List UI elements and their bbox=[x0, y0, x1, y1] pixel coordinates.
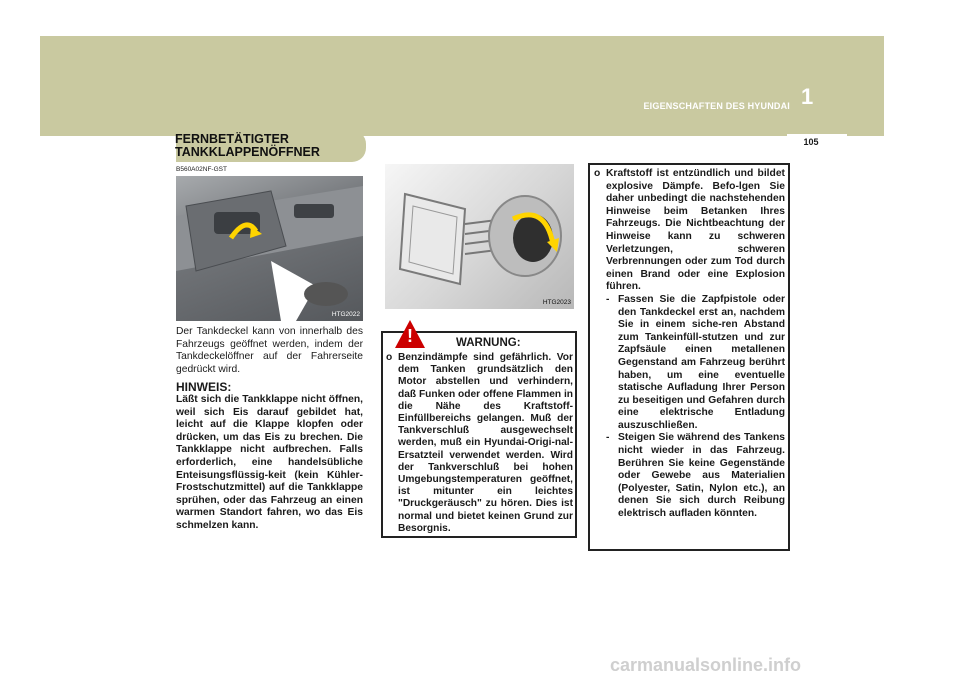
warning-body bbox=[386, 352, 573, 535]
section-number: 1 bbox=[801, 84, 814, 109]
warning-title: WARNUNG: bbox=[456, 337, 521, 349]
fuel-door-illustration bbox=[385, 164, 574, 309]
header-band bbox=[40, 36, 884, 136]
watermark: carmanualsonline.info bbox=[610, 655, 802, 675]
sub-item-2 bbox=[594, 432, 785, 520]
warning-text: Benzindämpfe sind gefährlich. Vor dem Tanken grundsätzlich den Motor abstellen und verhindern, daß Funken oder offene Flammen in die Nähe des Kraftstoff-Einfüllbereichs gelangen. Muß der Tankverschluß ausgewechselt werden, muß ein Hyundai-Origi-nal-Ersatzteil verwendet werden. Wird der Tankverschluß bei hohen Umgebungstemperaturen geöffnet, ist mitunter ein leichtes "Druckgeräusch" zu hören. Dies ist normal und bietet keinen Grund zur Besorgnis. bbox=[398, 352, 573, 534]
section-title: EIGENSCHAFTEN DES HYUNDAI bbox=[643, 101, 790, 111]
photo-fuel-door bbox=[385, 164, 574, 309]
intro-paragraph: Der Tankdeckel kann von innerhalb des Fahrzeugs geöffnet werden, indem der Tankdeckelöffner auf der Fahrerseite gedrückt wird. bbox=[176, 326, 363, 375]
page-number: 105 bbox=[803, 137, 819, 147]
warning-bullet: o bbox=[386, 352, 393, 363]
hint-body: Läßt sich die Tankklappe nicht öffnen, weil sich Eis darauf gebildet hat, leicht auf die Klappe klopfen oder drücken, um das Eis zu brechen. Die Tankklappe nicht aufbrechen. Falls erforderlich, eine handelsübliche Enteisungsflüssig-keit (kein Kühler-Frostschutzmittel) auf die Tankklappe sprühen, oder das Fahrzeug an einen warmen Standort fahren, wo das Eis schmelzen kann. bbox=[176, 394, 363, 531]
main-text: Kraftstoff ist entzündlich und bildet explosive Dämpfe. Befo-lgen Sie daher unbedingt die nachstehenden Hinweise beim Betanken Ihres Fahrzeugs. Die Nichtbeachtung der Hinweise kann zu schweren Verletzungen, schweren Verbrennungen oder zum Tod durch einen Brand oder eine Explosion führen. bbox=[606, 168, 785, 293]
reference-code: B560A02NF-GST bbox=[176, 166, 227, 173]
door-interior-illustration bbox=[176, 176, 363, 321]
photo-door-opener bbox=[176, 176, 363, 321]
sub-text-1: Fassen Sie die Zapfpistole oder den Tankdeckel erst an, nachdem Sie in einem siche-ren Abstand zum Tankeinfüll-stutzen und zur Zapfsäule einen metallenen Gegenstand am Fahrzeug berührt haben, um eine eventuelle statische Aufladung Ihrer Person zu beseitigen und Gefahren durch eine elektrische Entladung auszuschließen. bbox=[618, 293, 785, 431]
main-bullet-item bbox=[594, 168, 785, 294]
sub-dash-1: - bbox=[606, 293, 610, 305]
section-heading bbox=[175, 133, 320, 159]
hint-title: HINWEIS: bbox=[176, 380, 232, 394]
heading-line-2: TANKKLAPPENÖFFNER bbox=[175, 145, 320, 159]
photo-label-1: HTG2022 bbox=[331, 311, 360, 318]
sub-dash-2: - bbox=[606, 432, 610, 444]
main-bullet: o bbox=[594, 168, 601, 179]
sub-text-2: Steigen Sie während des Tankens nicht wieder in das Fahrzeug. Berühren Sie keine Gegenstände oder Gewebe aus Materialien (Polyester, Satin, Nylon etc.), an denen Sie sich durch Reibung elektrisch aufladen könnten. bbox=[618, 432, 785, 520]
heading-line-1: FERNBETÄTIGTER bbox=[175, 132, 289, 146]
warning-exclamation: ! bbox=[407, 326, 413, 346]
sub-item-1 bbox=[594, 294, 785, 433]
photo-label-2: HTG2023 bbox=[542, 299, 571, 306]
fuel-safety-text bbox=[594, 168, 785, 521]
